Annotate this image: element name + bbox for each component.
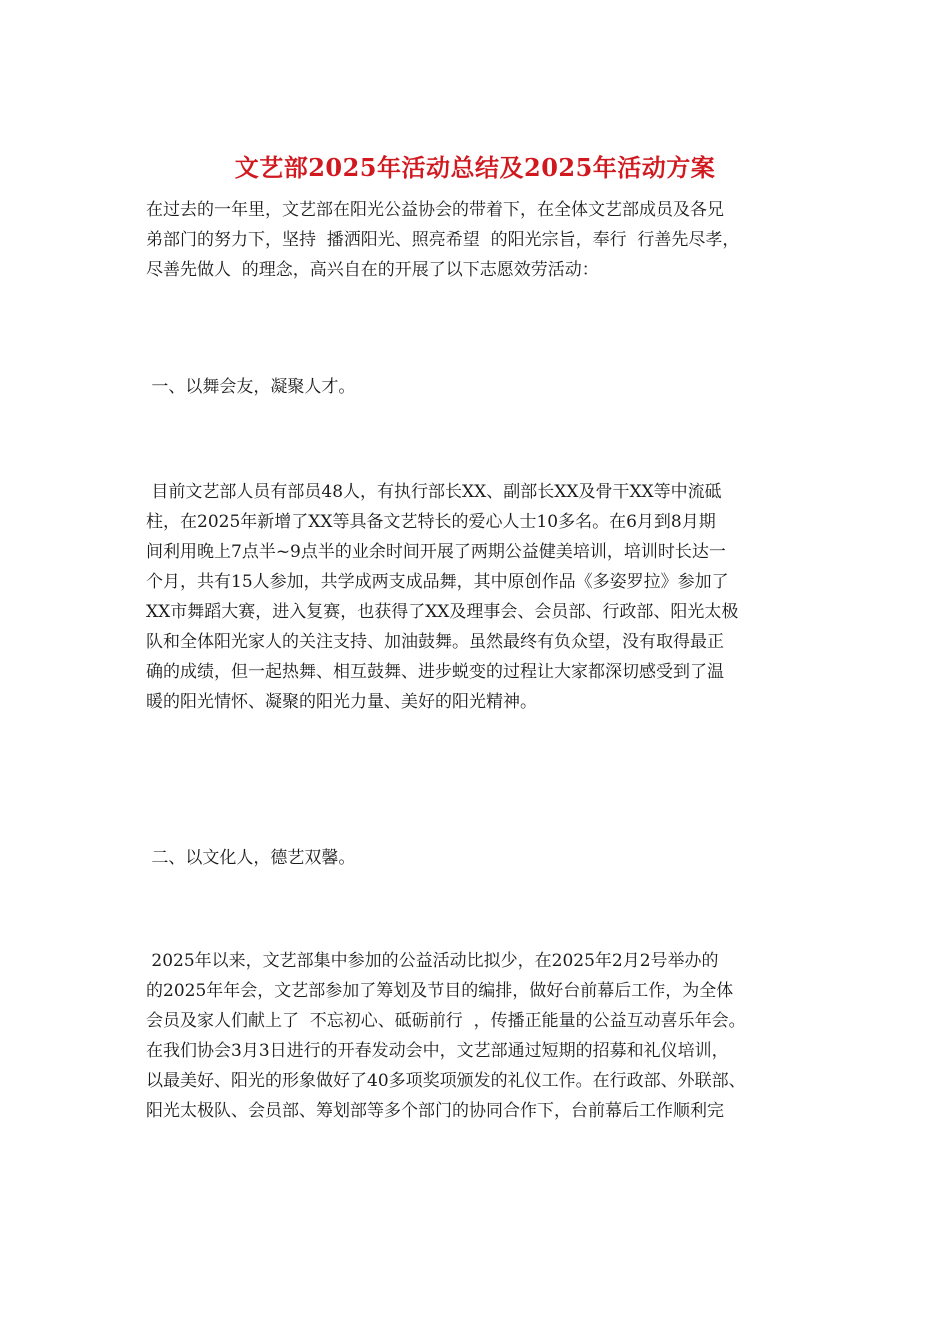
section-heading-1 [146, 372, 818, 402]
paragraph-line: 个月，共有15人参加，共学成两支成品舞，其中原创作品《多姿罗拉》参加了 [146, 572, 729, 592]
section-paragraph-1 [146, 477, 818, 717]
paragraph-line: 柱，在2025年新增了XX等具备文艺特长的爱心人士10多名。在6月到8月期 [146, 512, 716, 532]
paragraph-line: 会员及家人们献上了 不忘初心、砥砺前行 ，传播正能量的公益互动喜乐年会。 [146, 1011, 746, 1031]
document-title: 文艺部2025年活动总结及2025年活动方案 [234, 153, 716, 182]
paragraph-line: 2025年以来，文艺部集中参加的公益活动比拟少，在2025年2月2号举办的 [146, 951, 719, 971]
section-heading-2 [146, 843, 818, 873]
paragraph-line: 目前文艺部人员有部员48人，有执行部长XX、副部长XX及骨干XX等中流砥 [146, 482, 722, 502]
intro-paragraph [146, 195, 818, 285]
paragraph-line: 在过去的一年里，文艺部在阳光公益协会的带着下，在全体文艺部成员及各兄 [146, 200, 724, 220]
paragraph-line: 队和全体阳光家人的关注支持、加油鼓舞。虽然最终有负众望，没有取得最正 [146, 632, 724, 652]
section-paragraph-2 [146, 946, 818, 1126]
paragraph-line: 以最美好、阳光的形象做好了40多项奖项颁发的礼仪工作。在行政部、外联部、 [146, 1071, 746, 1091]
paragraph-line: 阳光太极队、会员部、筹划部等多个部门的协同合作下，台前幕后工作顺利完 [146, 1101, 724, 1121]
paragraph-line: 确的成绩，但一起热舞、相互鼓舞、进步蜕变的过程让大家都深切感受到了温 [146, 662, 724, 682]
section-heading: 一、以舞会友，凝聚人才。 [146, 377, 356, 397]
paragraph-line: 的2025年年会，文艺部参加了筹划及节目的编排，做好台前幕后工作，为全体 [146, 981, 734, 1001]
paragraph-line: 弟部门的努力下，坚持 播洒阳光、照亮希望 的阳光宗旨，奉行 行善先尽孝， [146, 230, 740, 250]
paragraph-line: 尽善先做人 的理念，高兴自在的开展了以下志愿效劳活动： [146, 260, 599, 280]
section-heading: 二、以文化人，德艺双馨。 [146, 848, 356, 868]
paragraph-line: 间利用晚上7点半~9点半的业余时间开展了两期公益健美培训，培训时长达一 [146, 542, 726, 562]
paragraph-line: XX市舞蹈大赛，进入复赛，也获得了XX及理事会、会员部、行政部、阳光太极 [146, 602, 739, 622]
paragraph-line: 在我们协会3月3日进行的开春发动会中，文艺部通过短期的招募和礼仪培训， [146, 1041, 729, 1061]
paragraph-line: 暖的阳光情怀、凝聚的阳光力量、美好的阳光精神。 [146, 692, 537, 712]
